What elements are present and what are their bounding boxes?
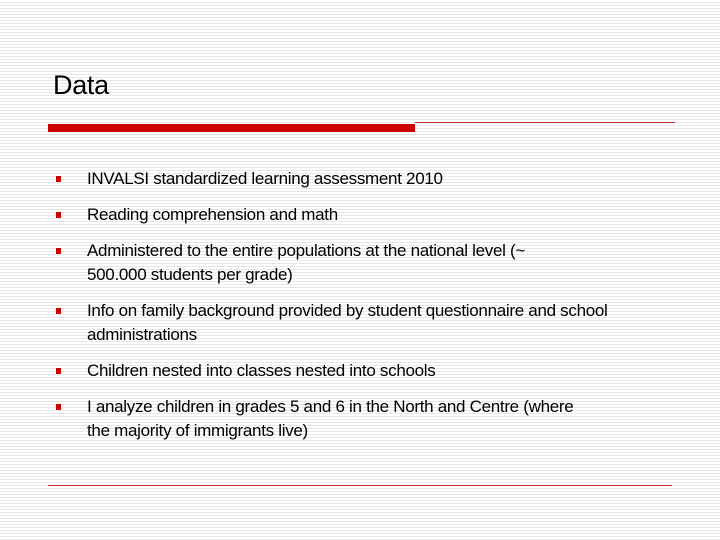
bullet-text: I analyze children in grades 5 and 6 in the North and Centre (where the majority of immigrants live) bbox=[87, 397, 574, 440]
list-item bbox=[87, 299, 632, 347]
bullet-text: Administered to the entire populations at the national level (~ 500.000 students per grade) bbox=[87, 241, 526, 284]
bullet-icon bbox=[56, 176, 61, 182]
list-item bbox=[87, 359, 667, 383]
bullet-text: INVALSI standardized learning assessment 2010 bbox=[87, 169, 443, 188]
list-item bbox=[87, 203, 667, 227]
list-item bbox=[87, 167, 567, 191]
bullet-icon bbox=[56, 212, 61, 218]
list-item bbox=[87, 395, 587, 443]
slide-title: Data bbox=[53, 70, 109, 100]
list-item bbox=[87, 239, 587, 287]
title-underline-bar bbox=[48, 124, 415, 132]
bullet-icon bbox=[56, 308, 61, 314]
footer-rule bbox=[48, 485, 672, 486]
bullet-text: Children nested into classes nested into schools bbox=[87, 361, 436, 380]
bullet-text: Reading comprehension and math bbox=[87, 205, 338, 224]
bullet-icon bbox=[56, 248, 61, 254]
bullet-icon bbox=[56, 368, 61, 374]
bullet-icon bbox=[56, 404, 61, 410]
bullet-text: Info on family background provided by student questionnaire and school administrations bbox=[87, 301, 608, 344]
title-underline-rule bbox=[415, 122, 675, 123]
